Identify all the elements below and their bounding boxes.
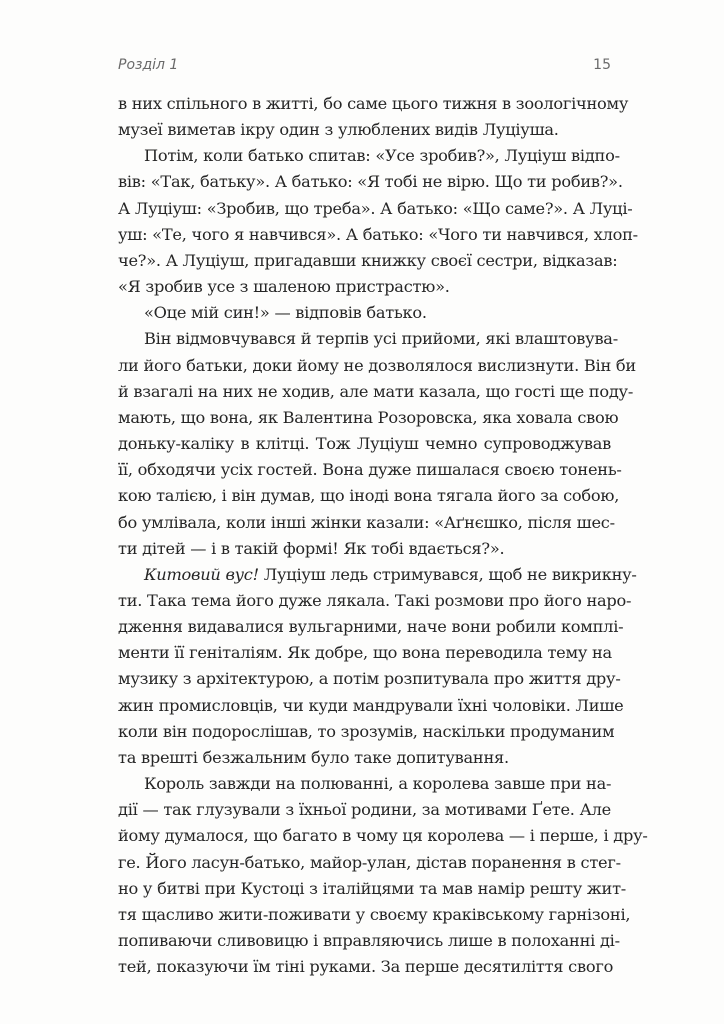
text-line [118, 693, 624, 719]
line-text: Потім, коли батько спитав: «Усе зробив?», Луціуш відпо- [144, 146, 620, 166]
line-text: ге. Його ласун-батько, майор-улан, дістав поранення в стег- [118, 852, 621, 872]
text-line [118, 169, 623, 195]
text-line [118, 562, 637, 588]
line-text: жин промисловців, чи куди мандрували їхні чоловіки. Лише [118, 695, 624, 715]
line-text: в них спільного в житті, бо саме цього тижня в зоологічному [118, 94, 629, 113]
text-line [118, 510, 615, 536]
line-text: дження видавалися вульгарними, наче вони робили комплі- [118, 617, 624, 637]
text-line [118, 666, 621, 692]
line-text: че?». А Луціуш, пригадавши книжку своєї сестри, відказав: [118, 250, 618, 270]
line-text: її, обходячи усіх гостей. Вона дуже пишалася своєю тонень- [118, 460, 622, 480]
paragraph [118, 143, 638, 300]
line-text: ти. Така тема його дуже лякала. Такі розмови про його наро- [118, 590, 632, 610]
text-line [118, 902, 631, 928]
text-line [118, 928, 620, 954]
line-text: попиваючи сливовицю і вправляючись лише в полоханні ді- [118, 931, 620, 950]
line-text: тей, показуючи їм тіні руками. За перше десятиліття свого [118, 957, 614, 977]
paragraph [118, 562, 637, 771]
text-line [118, 274, 611, 300]
paragraph [118, 300, 611, 326]
line-text: музеї виметав ікру один з улюблених видів Луціуша. [118, 120, 559, 140]
line-text: й взагалі на них не ходив, але мати казала, що гості ще поду- [118, 381, 634, 401]
text-line [118, 91, 629, 117]
text-line [118, 457, 622, 483]
text-line [118, 248, 618, 274]
line-text: ли його батьки, доки йому не дозволялося вислизнути. Він би [118, 355, 636, 375]
text-line [118, 379, 634, 405]
line-text: та врешті безжальним було таке допитування. [118, 747, 509, 767]
chapter-title: Розділ 1 [118, 57, 179, 73]
line-text: уш: «Те, чого я навчився». А батько: «Чого ти навчився, хлоп- [118, 224, 638, 244]
line-text: бо умлівала, коли інші жінки казали: «Аґнєшко, після шес- [118, 512, 615, 532]
text-line [118, 850, 621, 876]
line-text: Луціуш ледь стримувався, щоб не викрикну- [258, 564, 637, 584]
text-line [118, 353, 636, 379]
text-line [118, 954, 614, 980]
text-line [118, 117, 611, 143]
line-text: тя щасливо жити-поживати у своєму краківському гарнізоні, [118, 904, 631, 924]
text-line [118, 640, 611, 666]
text-line [118, 536, 611, 562]
line-text: Король завжди на полюванні, а королева завше при на- [144, 774, 612, 794]
line-text: «Оце мій син!» — відповів батько. [144, 303, 427, 323]
text-line [118, 326, 618, 352]
text-line [118, 876, 627, 902]
text-line [118, 143, 620, 169]
text-line [118, 719, 615, 745]
running-head [118, 57, 611, 79]
text-line [118, 431, 611, 457]
line-text: коли він подорослішав, то зрозумів, наскільки продуманим [118, 721, 615, 741]
page-number: 15 [593, 57, 611, 73]
text-line [118, 745, 611, 771]
line-text: мають, що вона, як Валентина Розоровска, яка ховала свою [118, 407, 619, 427]
line-text: вів: «Так, батьку». А батько: «Я тобі не вірю. Що ти робив?». [118, 172, 623, 192]
line-text: ти дітей — і в такій формі! Як тобі вдається?». [118, 538, 505, 558]
line-text: менти її геніталіям. Як добре, що вона переводила тему на [118, 643, 612, 663]
line-text: доньку-каліку в клітці. Тож Луціуш чемно супроводжував [118, 434, 611, 454]
text-line [118, 797, 611, 823]
line-text: Він відмовчувався й терпів усі прийоми, які влаштовува- [144, 329, 618, 349]
paragraph [118, 91, 629, 143]
line-text: музику з архітектурою, а потім розпитувала про життя дру- [118, 669, 621, 689]
text-line [118, 222, 638, 248]
paragraph [118, 326, 636, 561]
text-line [118, 405, 619, 431]
text-line [118, 483, 620, 509]
italic-emphasis: Китовий вус! [144, 564, 259, 584]
text-line [118, 300, 611, 326]
line-text: дії — так глузували з їхньої родини, за мотивами Ґете. Але [118, 800, 611, 820]
line-text: кою талією, і він думав, що іноді вона тягала його за собою, [118, 486, 620, 506]
text-line [118, 614, 624, 640]
line-text: йому думалося, що багато в чому ця королева — і перше, і дру- [118, 826, 648, 846]
text-line [118, 823, 648, 849]
paragraph [118, 771, 648, 980]
text-line [118, 588, 632, 614]
text-line [118, 196, 633, 222]
line-text: А Луціуш: «Зробив, що треба». А батько: «Що саме?». А Луці- [118, 198, 633, 218]
line-text: но у битві при Кустоці з італійцями та мав намір решту жит- [118, 878, 627, 898]
text-line [118, 771, 611, 797]
line-text: «Я зробив усе з шаленою пристрастю». [118, 277, 450, 297]
body-text [118, 91, 648, 980]
